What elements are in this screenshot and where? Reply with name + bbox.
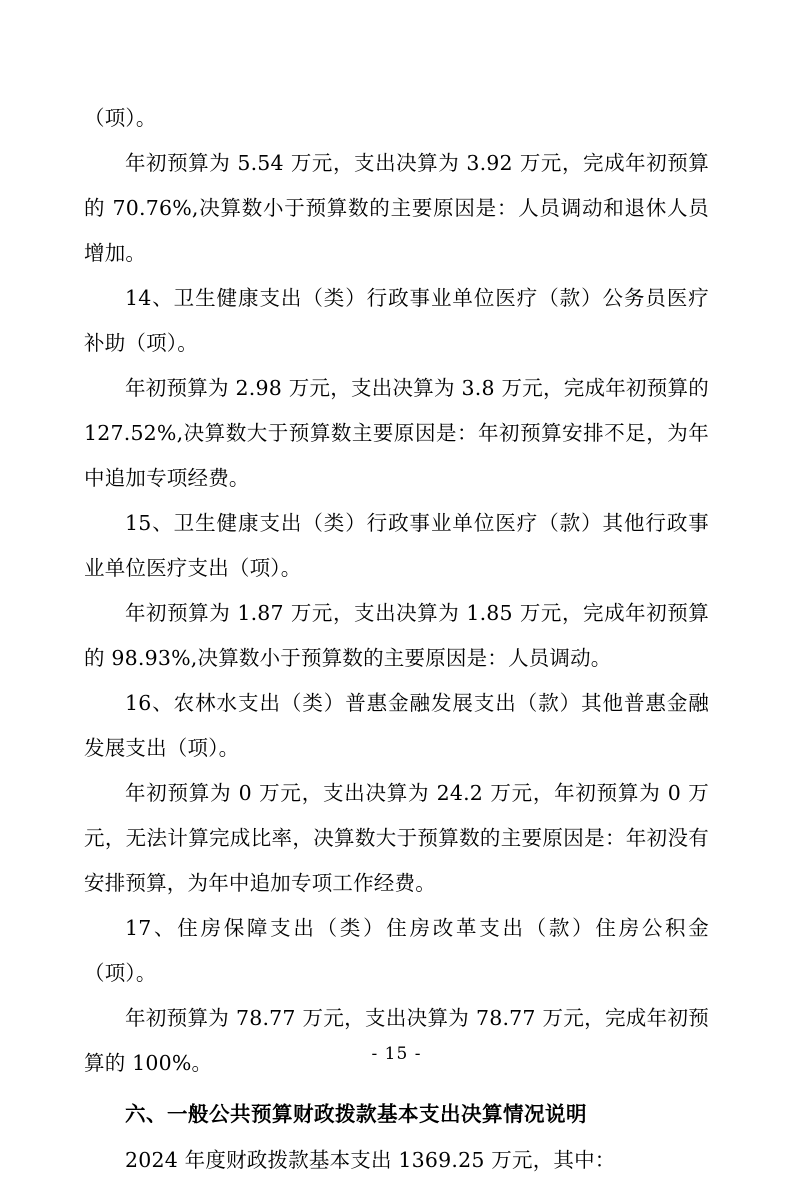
closing-paragraph: 2024 年度财政拨款基本支出 1369.25 万元，其中：	[125, 1148, 616, 1172]
paragraph-6: 年初预算为 1.87 万元，支出决算为 1.85 万元，完成年初预算的 98.93%,决算数小于预算数的主要原因是：人员调动。	[84, 601, 709, 670]
paragraph-10: 年初预算为 78.77 万元，支出决算为 78.77 万元，完成年初预算的 100%。	[84, 1006, 709, 1075]
page-number: - 15 -	[371, 1044, 422, 1064]
document-body	[84, 96, 709, 1183]
paragraph-1: （项）。	[84, 106, 157, 130]
paragraph-7: 16、农林水支出（类）普惠金融发展支出（款）其他普惠金融发展支出（项）。	[84, 691, 709, 760]
paragraph-5: 15、卫生健康支出（类）行政事业单位医疗（款）其他行政事业单位医疗支出（项）。	[84, 511, 709, 580]
paragraph-9: 17、住房保障支出（类）住房改革支出（款）住房公积金（项）。	[84, 916, 709, 985]
section-heading: 六、一般公共预算财政拨款基本支出决算情况说明	[125, 1102, 587, 1126]
paragraph-4: 年初预算为 2.98 万元，支出决算为 3.8 万元，完成年初预算的 127.52%,决算数大于预算数主要原因是：年初预算安排不足，为年中追加专项经费。	[84, 376, 709, 490]
paragraph-8: 年初预算为 0 万元，支出决算为 24.2 万元，年初预算为 0 万元，无法计算完成比率，决算数大于预算数的主要原因是：年初没有安排预算，为年中追加专项工作经费。	[84, 781, 709, 895]
paragraph-3: 14、卫生健康支出（类）行政事业单位医疗（款）公务员医疗补助（项）。	[84, 286, 709, 355]
paragraph-2: 年初预算为 5.54 万元，支出决算为 3.92 万元，完成年初预算的 70.76%,决算数小于预算数的主要原因是：人员调动和退休人员增加。	[84, 151, 709, 265]
